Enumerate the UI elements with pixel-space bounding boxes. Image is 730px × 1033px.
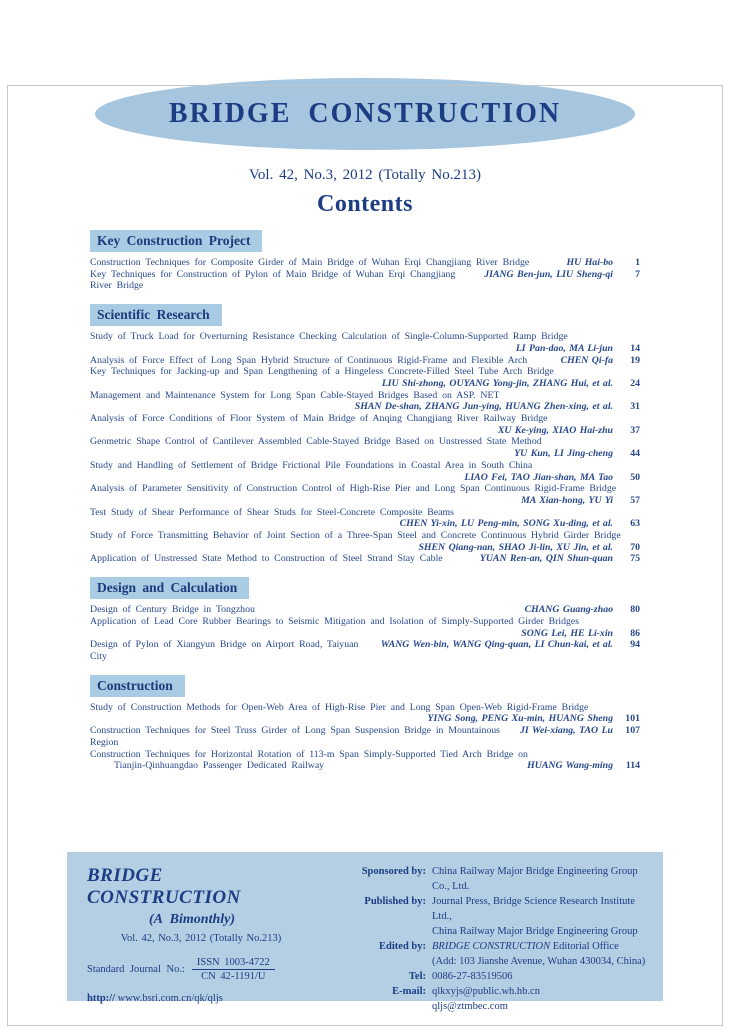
- article-title: Key Techniques for Construction of Pylon of Main Bridge of Wuhan Erqi Changjiang River Bridge: [90, 268, 456, 292]
- article-authors: LI Pan-dao, MA Li-jun: [515, 342, 613, 354]
- article-title: Analysis of Force Conditions of Floor System of Main Bridge of Anqing Changjiang River Railway Bridge: [90, 413, 548, 425]
- sponsored-by-label: Sponsored by:: [361, 866, 426, 877]
- section-key-construction-project: [90, 230, 640, 292]
- published-by-value-2: China Railway Major Bridge Engineering Group: [432, 926, 638, 937]
- article-title: Geometric Shape Control of Cantilever Assembled Cable-Stayed Bridge Based on Unstressed State Method: [90, 436, 542, 448]
- sponsored-by-value: China Railway Major Bridge Engineering Group Co., Ltd.: [432, 866, 638, 892]
- url-address: www.bsri.com.cn/qk/qljs: [117, 993, 223, 1004]
- article-authors: HUANG Wang-ming: [527, 760, 613, 772]
- article-title: Test Study of Shear Performance of Shear Studs for Steel-Concrete Composite Beams: [90, 506, 454, 518]
- published-by-row: [322, 894, 655, 924]
- article-page-number: 14: [630, 342, 640, 354]
- toc-entry: [90, 553, 640, 565]
- article-authors: JIANG Ben-jun, LIU Sheng-qi: [484, 268, 613, 280]
- imprint-right-panel: [322, 852, 663, 1012]
- article-title: Construction Techniques for Horizontal Rotation of 113-m Span Simply-Supported Tied Arch Bridge on: [90, 748, 528, 760]
- imprint-left-panel: [67, 852, 322, 1004]
- published-by-row-continued: [322, 924, 655, 939]
- article-authors: SHAN De-shan, ZHANG Jun-ying, HUANG Zhen-xing, et al.: [354, 401, 613, 413]
- edited-by-office: Editorial Office: [550, 941, 619, 952]
- email-label: E-mail:: [392, 986, 426, 997]
- standard-journal-label: Standard Journal No.:: [87, 964, 185, 975]
- toc-entry: [90, 355, 640, 367]
- article-title: Analysis of Parameter Sensitivity of Construction Control of High-Rise Pier and Long Span Continuous Rigid-Frame Bridge: [90, 483, 617, 495]
- empty-label: [322, 924, 432, 939]
- issn-cn-fraction: [192, 957, 275, 982]
- section-header: Design and Calculation: [90, 577, 249, 599]
- article-authors: WANG Wen-bin, WANG Qing-quan, LI Chun-kai, et al.: [380, 639, 613, 651]
- article-authors: YU Kun, LI Jing-cheng: [514, 448, 613, 460]
- article-title: Analysis of Force Effect of Long Span Hybrid Structure of Continuous Rigid-Frame and Flexible Arch: [90, 354, 528, 366]
- article-authors: JI Wei-xiang, TAO Lu: [520, 725, 613, 737]
- article-page-number: 19: [630, 354, 640, 366]
- footer-volume-line: Vol. 42, No.3, 2012 (Totally No.213): [120, 933, 282, 944]
- article-page-number: 63: [630, 518, 640, 530]
- section-header: Construction: [90, 675, 185, 697]
- article-page-number: 57: [630, 494, 640, 506]
- article-page-number: 75: [630, 553, 640, 565]
- published-by-label: Published by:: [364, 896, 426, 907]
- published-by-value: Journal Press, Bridge Science Research Institute Ltd.,: [432, 896, 635, 922]
- article-authors: CHEN Yi-xin, LU Peng-min, SONG Xu-ding, et al.: [399, 518, 613, 530]
- email-row: [322, 984, 655, 999]
- journal-title-ellipse: [95, 78, 635, 150]
- toc-entry: [90, 269, 640, 292]
- article-title: Study and Handling of Settlement of Bridge Frictional Pile Foundations in Coastal Area in South China: [90, 459, 533, 471]
- editorial-address: (Add: 103 Jianshe Avenue, Wuhan 430034, China): [432, 956, 646, 967]
- article-page-number: 7: [635, 268, 640, 280]
- issn-number: ISSN 1003-4722: [192, 957, 275, 970]
- journal-title: BRIDGE CONSTRUCTION: [168, 98, 562, 129]
- article-title: Key Techniques for Jacking-up and Span Lengthening of a Hingeless Concrete-Filled Steel Tube Arch Bridge: [90, 366, 554, 378]
- toc-entry: [90, 366, 640, 389]
- toc-entry: [90, 507, 640, 530]
- section-construction: [90, 675, 640, 772]
- edited-by-row: [322, 939, 655, 954]
- toc-entry: [90, 436, 640, 459]
- article-authors: XU Ke-ying, XIAO Hai-zhu: [497, 424, 613, 436]
- article-page-number: 80: [630, 604, 640, 616]
- article-title: Application of Unstressed State Method to Construction of Steel Strand Stay Cable: [90, 553, 443, 565]
- section-header: Scientific Research: [90, 304, 222, 326]
- cn-number: CN 42-1191/U: [201, 971, 266, 982]
- article-page-number: 44: [630, 448, 640, 460]
- article-title: Management and Maintenance System for Long Span Cable-Stayed Bridges Based on ASP. NET: [90, 389, 500, 401]
- article-page-number: 86: [630, 627, 640, 639]
- toc-entry: [90, 257, 640, 269]
- toc-entry: [90, 604, 640, 616]
- edited-by-value: [432, 939, 655, 954]
- article-title: Construction Techniques for Steel Truss Girder of Long Span Suspension Bridge in Mountainous Region: [90, 725, 500, 748]
- edited-by-row-continued: [322, 954, 655, 969]
- toc-entry: [90, 413, 640, 436]
- toc-entry: [90, 483, 640, 506]
- article-authors: SHEN Qiang-nan, SHAO Ji-lin, XU Jin, et al.: [418, 541, 613, 553]
- article-page-number: 70: [630, 541, 640, 553]
- email-value-1: qlkxyjs@public.wh.hb.cn: [432, 986, 540, 997]
- edited-by-journal-name: BRIDGE CONSTRUCTION: [432, 941, 551, 952]
- article-title: Application of Lead Core Rubber Bearings to Seismic Mitigation and Isolation of Simply-Supported Girder Bridges: [90, 615, 580, 627]
- toc-entry: [90, 749, 640, 772]
- article-authors: YUAN Ren-an, QIN Shun-quan: [479, 553, 613, 565]
- article-authors: YING Song, PENG Xu-min, HUANG Sheng: [427, 713, 613, 725]
- standard-journal-number: [87, 957, 322, 982]
- article-authors: MA Xian-hong, YU Yi: [521, 494, 613, 506]
- table-of-contents: [90, 230, 640, 772]
- section-design-and-calculation: [90, 577, 640, 663]
- article-authors: CHEN Qi-fa: [560, 354, 613, 366]
- journal-url: [87, 993, 322, 1004]
- contents-heading: Contents: [316, 191, 413, 217]
- article-page-number: 114: [625, 760, 640, 772]
- url-scheme: http://: [87, 993, 116, 1004]
- article-title: Study of Truck Load for Overturning Resistance Checking Calculation of Single-Column-Supported Ramp Bridge: [90, 331, 568, 343]
- article-title: Design of Century Bridge in Tongzhou: [90, 604, 255, 616]
- article-authors: SONG Lei, HE Li-xin: [521, 627, 613, 639]
- article-authors: HU Hai-bo: [566, 257, 613, 268]
- article-page-number: 37: [630, 424, 640, 436]
- toc-entry: [90, 616, 640, 639]
- section-scientific-research: [90, 304, 640, 565]
- toc-entry: [90, 639, 640, 662]
- article-title-continued: Tianjin-Qinhuangdao Passenger Dedicated Railway: [114, 760, 325, 772]
- toc-entry: [90, 331, 640, 354]
- toc-entry: [90, 702, 640, 725]
- empty-label: [322, 954, 432, 969]
- toc-entry: [90, 460, 640, 483]
- toc-entry: [90, 725, 640, 748]
- footer-journal-subtitle: (A Bimonthly): [148, 912, 236, 927]
- edited-by-label: Edited by:: [379, 941, 426, 952]
- article-title: Construction Techniques for Composite Girder of Main Bridge of Wuhan Erqi Changjiang River Bridge: [90, 257, 530, 268]
- article-title: Design of Pylon of Xiangyun Bridge on Airport Road, Taiyuan City: [90, 639, 359, 662]
- article-page-number: 1: [635, 257, 640, 268]
- toc-entry: [90, 390, 640, 413]
- article-title: Study of Construction Methods for Open-Web Area of High-Rise Pier and Long Span Open-Web Rigid-Frame Bridge: [90, 701, 589, 713]
- article-authors: LIU Shi-zhong, OUYANG Yong-jin, ZHANG Hui, et al.: [381, 377, 613, 389]
- tel-label: Tel:: [408, 971, 426, 982]
- article-page-number: 94: [630, 639, 640, 651]
- email-value-2: qljs@ztmbec.com: [432, 1001, 508, 1012]
- email-row-continued: [322, 999, 655, 1014]
- article-page-number: 50: [630, 471, 640, 483]
- article-title: Study of Force Transmitting Behavior of Joint Section of a Three-Span Steel and Concrete Continuous Hybrid Girder Bridge: [90, 530, 621, 542]
- empty-label: [322, 999, 432, 1014]
- article-page-number: 107: [625, 725, 640, 737]
- article-authors: CHANG Guang-zhao: [524, 604, 613, 616]
- volume-issue-line: Vol. 42, No.3, 2012 (Totally No.213): [249, 167, 481, 183]
- sponsored-by-row: [322, 864, 655, 894]
- imprint-box: [67, 852, 663, 1012]
- article-authors: LIAO Fei, TAO Jian-shan, MA Tao: [464, 471, 613, 483]
- toc-entry: [90, 530, 640, 553]
- article-page-number: 24: [630, 377, 640, 389]
- tel-value: 0086-27-83519506: [432, 971, 513, 982]
- article-page-number: 31: [630, 401, 640, 413]
- article-page-number: 101: [625, 713, 640, 725]
- footer-journal-title: BRIDGE CONSTRUCTION: [87, 865, 241, 908]
- tel-row: [322, 969, 655, 984]
- section-header: Key Construction Project: [90, 230, 262, 252]
